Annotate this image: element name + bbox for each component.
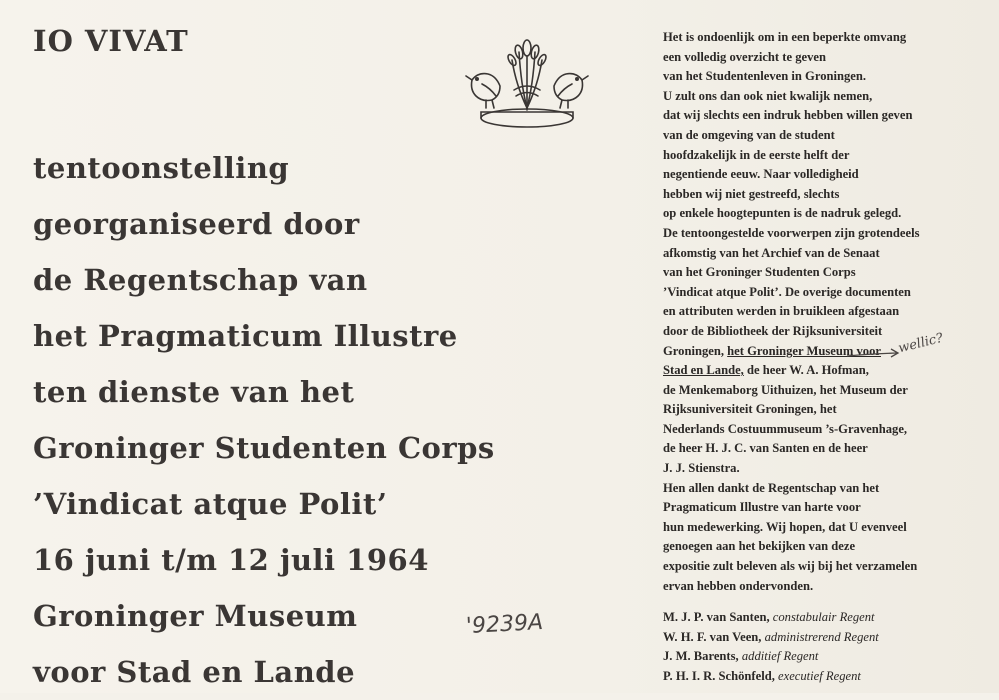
poster-line: ten dienste van het: [33, 375, 355, 409]
text-line: Hen allen dankt de Regentschap van het: [663, 480, 880, 495]
text-line: Nederlands Costuummuseum ’s-Gravenhage,: [663, 421, 908, 436]
poster-line: tentoonstelling: [33, 151, 290, 185]
poster-line: Groninger Studenten Corps: [33, 431, 495, 465]
text-line: ervan hebben ondervonden.: [663, 578, 814, 593]
poster-announcement: [33, 140, 633, 700]
text-line: genoegen aan het bekijken van deze: [663, 539, 856, 554]
text-fragment: Groningen,: [663, 343, 725, 358]
signature-line: [663, 608, 963, 628]
text-line: J. J. Stienstra.: [663, 461, 740, 476]
text-line: De tentoongestelde voorwerpen zijn grotendeels: [663, 225, 920, 240]
underlined-museum-name: Stad en Lande,: [663, 363, 744, 378]
text-line: van het Groninger Studenten Corps: [663, 265, 856, 280]
text-line: een volledig overzicht te geven: [663, 49, 826, 64]
text-line: de heer H. J. C. van Santen en de heer: [663, 441, 868, 456]
signatory-role: constabulair Regent: [772, 610, 875, 624]
text-line: Rijksuniversiteit Groningen, het: [663, 402, 837, 417]
text-line: dat wij slechts een indruk hebben willen geven: [663, 108, 913, 123]
text-line: ’Vindicat atque Polit’. De overige documenten: [663, 284, 911, 299]
signature-line: [663, 628, 963, 648]
text-line: afkomstig van het Archief van de Senaat: [663, 245, 880, 260]
poster-line: Groninger Museum: [33, 599, 358, 633]
signatory-name: J. M. Barents,: [663, 649, 739, 664]
poster-line: 16 juni t/m 12 juli 1964: [33, 543, 429, 577]
text-line: op enkele hoogtepunten is de nadruk gelegd.: [663, 206, 902, 221]
signature-line: [663, 647, 963, 667]
poster-line: het Pragmaticum Illustre: [33, 319, 458, 353]
poster-line: georganiseerd door: [33, 207, 360, 241]
text-line: en attributen werden in bruikleen afgestaan: [663, 304, 900, 319]
handwritten-margin-note: wellic?: [896, 330, 945, 357]
text-line: negentiende eeuw. Naar volledigheid: [663, 167, 859, 182]
document-title: IO VIVAT: [33, 24, 189, 58]
text-line: van het Studentenleven in Groningen.: [663, 69, 867, 84]
signature-block: [663, 608, 963, 686]
signature-line: [663, 667, 963, 687]
text-line: expositie zult beleven als wij bij het verzamelen: [663, 559, 918, 574]
signatory-role: administrerend Regent: [764, 629, 879, 644]
text-line: [663, 361, 963, 381]
text-line: de Menkemaborg Uithuizen, het Museum der: [663, 382, 908, 397]
signatory-name: P. H. I. R. Schönfeld,: [663, 668, 775, 683]
text-line: van de omgeving van de student: [663, 127, 835, 142]
poster-line: de Regentschap van: [33, 263, 368, 297]
handwritten-arrow-icon: [845, 344, 905, 364]
text-line: door de Bibliotheek der Rijksuniversiteit: [663, 323, 883, 338]
poster-line: ’Vindicat atque Polit’: [33, 487, 388, 521]
text-line: Het is ondoenlijk om in een beperkte omvang: [663, 30, 907, 44]
text-line: U zult ons dan ook niet kwalijk nemen,: [663, 88, 873, 103]
handwritten-catalog-code: '9239A: [465, 609, 544, 640]
text-line: hebben wij niet gestreefd, slechts: [663, 186, 840, 201]
signatory-name: W. H. F. van Veen,: [663, 629, 762, 644]
birds-and-wheat-sheaf-icon: [464, 30, 590, 130]
text-line: hoofdzakelijk in de eerste helft der: [663, 147, 850, 162]
text-line: Pragmaticum Illustre van harte voor: [663, 500, 861, 515]
signatory-role: additief Regent: [741, 649, 819, 664]
body-text: [663, 28, 963, 596]
poster-line: voor Stad en Lande: [33, 655, 356, 689]
text-fragment: de heer W. A. Hofman,: [747, 363, 869, 378]
text-line: hun medewerking. Wij hopen, dat U evenveel: [663, 519, 907, 534]
signatory-role: executief Regent: [778, 668, 861, 683]
signatory-name: M. J. P. van Santen,: [663, 610, 770, 624]
underlined-museum-name: het Groninger Museum voor: [727, 343, 881, 358]
